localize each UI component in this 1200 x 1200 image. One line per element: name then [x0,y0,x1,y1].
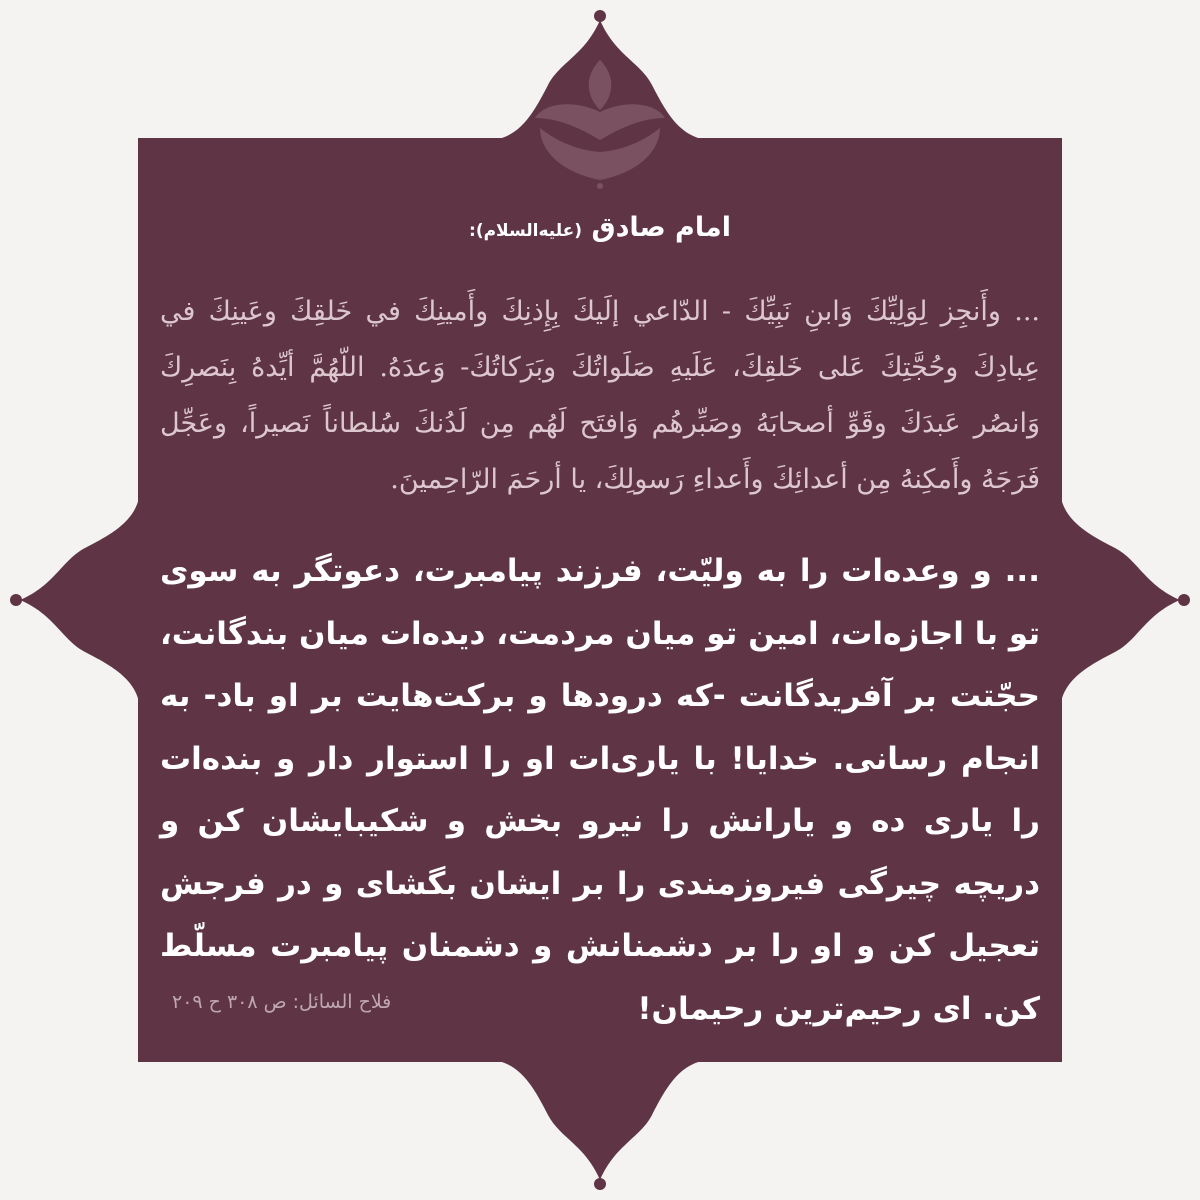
source-citation: فلاح السائل: ص ۳۰۸ ح ۲۰۹ [172,991,392,1013]
persian-translation: ... و وعده‌ات را به ولیّت، فرزند پیامبرت، دعوتگر به سوی تو با اجازه‌ات، امین تو میان مردمت، دیده‌ات میان بندگانت، حجّتت بر آفریدگانت -که درودها و برکت‌هایت بر او باد- به انجام رسانی. خدایا! با یاری‌ات او را استوار دار و بنده‌ات را یاری ده و یارانش را نیرو بخش و شکیبایشان کن و دریچه چیرگی فیروزمندی را بر ایشان بگشای و در فرجش تعجیل کن و او را بر دشمنانش و دشمنان پیامبرت مسلّط کن. ای رحیم‌ترین رحیمان! [160,553,1040,1027]
title-name: امام صادق [591,212,731,243]
page-title [160,208,1040,251]
arabic-supplication: ... وأَنجِز لِوَلِيِّكَ وَابنِ نَبِيِّكَ - الدّاعي إلَيكَ بِإِذنِكَ وأَمينِكَ في خَلقِكَ وعَينِكَ في عِبادِكَ وحُجَّتِكَ عَلى خَلقِكَ، عَلَيهِ صَلَواتُكَ وبَرَكاتُكَ- وَعدَهُ. اللّهُمَّ أيِّدهُ بِنَصرِكَ وَانصُر عَبدَكَ وقَوِّ أصحابَهُ وصَبِّرهُم وَافتَح لَهُم مِن لَدُنكَ سُلطاناً نَصيراً، وعَجِّل فَرَجَهُ وأَمكِنهُ مِن أعدائِكَ وأَعداءِ رَسولِكَ، يا أرحَمَ الرّاحِمينَ. [160,296,1040,495]
title-honorific: (علیه‌السلام): [469,221,583,241]
